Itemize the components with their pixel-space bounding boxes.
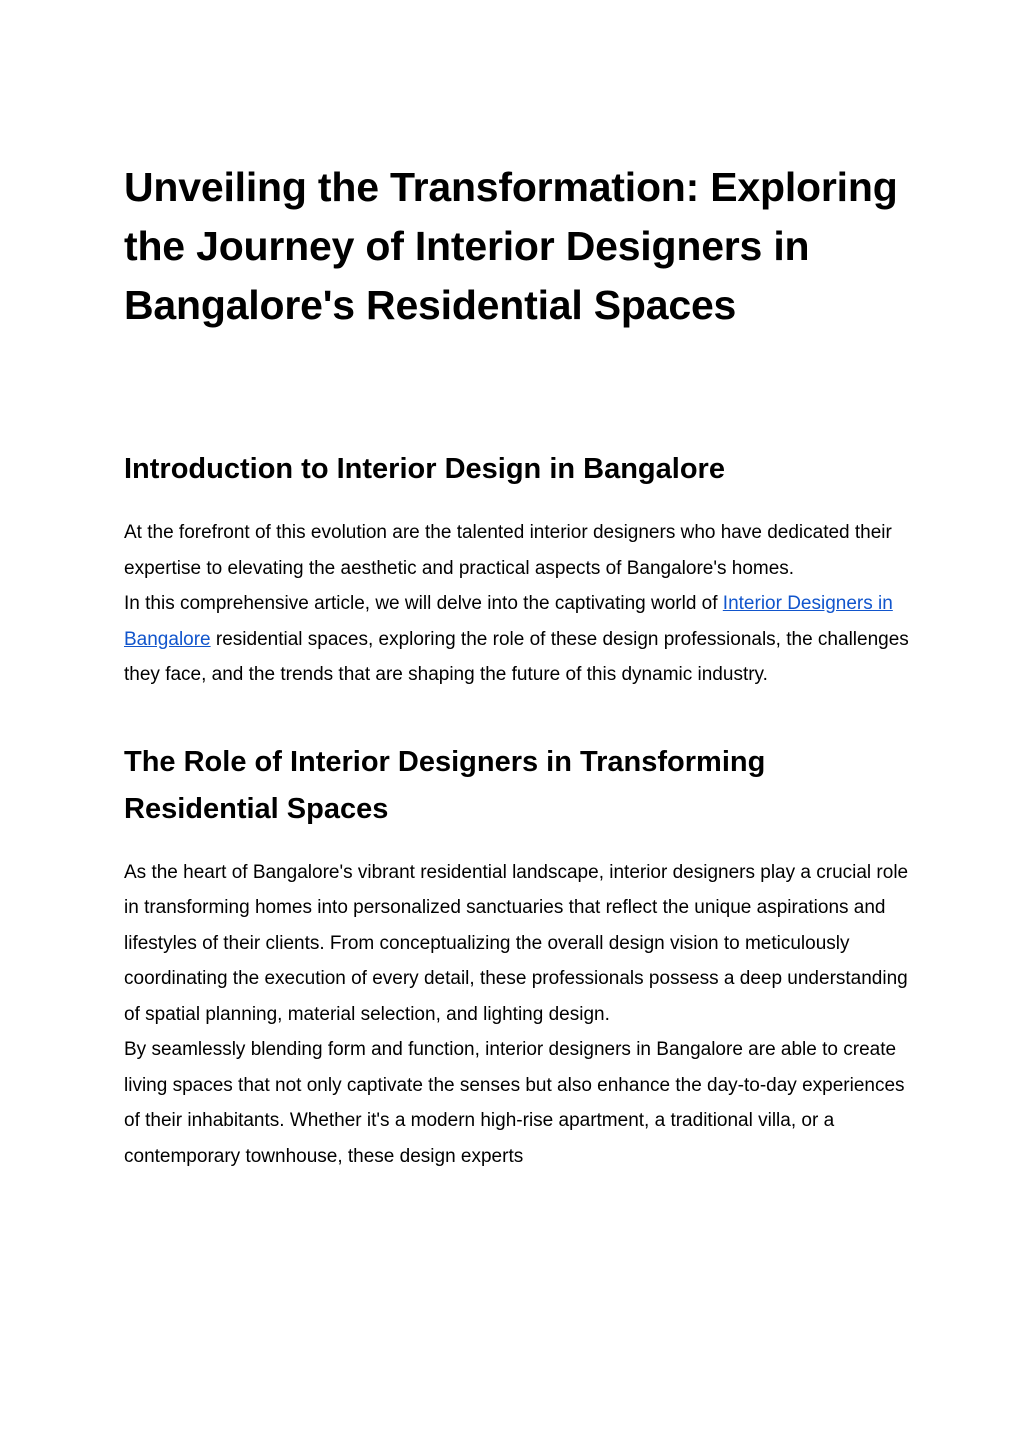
introduction-paragraph-1: At the forefront of this evolution are the talented interior designers who have dedicated their expertise to elevating the aesthetic and practical aspects of Bangalore's homes. [124, 522, 892, 579]
introduction-paragraph-2-tail: residential spaces, exploring the role of these design professionals, the challenges they face, and the trends that are shaping the future of this dynamic industry. [124, 628, 909, 685]
role-paragraph-2: By seamlessly blending form and function, interior designers in Bangalore are able to create living spaces that not only captivate the senses but also enhance the day-to-day experiences of their inhabitants. Whether it's a modern high-rise apartment, a traditional villa, or a contemporary townhouse, these design experts [124, 1039, 905, 1167]
section-heading-introduction: Introduction to Interior Design in Bangalore [124, 453, 725, 485]
role-paragraph-1: As the heart of Bangalore's vibrant residential landscape, interior designers play a crucial role in transforming homes into personalized sanctuaries that reflect the unique aspirations and lifestyles of their clients. From conceptualizing the overall design vision to meticulously coordinating the execution of every detail, these professionals possess a deep understanding of spatial planning, material selection, and lighting design. [124, 861, 909, 1025]
document-title: Unveiling the Transformation: Exploring the Journey of Interior Designers in Bangalore's Residential Spaces [124, 164, 898, 328]
introduction-paragraph-2 [124, 586, 909, 693]
interior-designers-bangalore-link[interactable]: Interior Designers in Bangalore [124, 593, 893, 650]
introduction-paragraph-2-lead: In this comprehensive article, we will delve into the captivating world of [124, 593, 723, 614]
section-heading-role: The Role of Interior Designers in Transforming Residential Spaces [124, 745, 766, 825]
document-page [124, 158, 909, 1174]
